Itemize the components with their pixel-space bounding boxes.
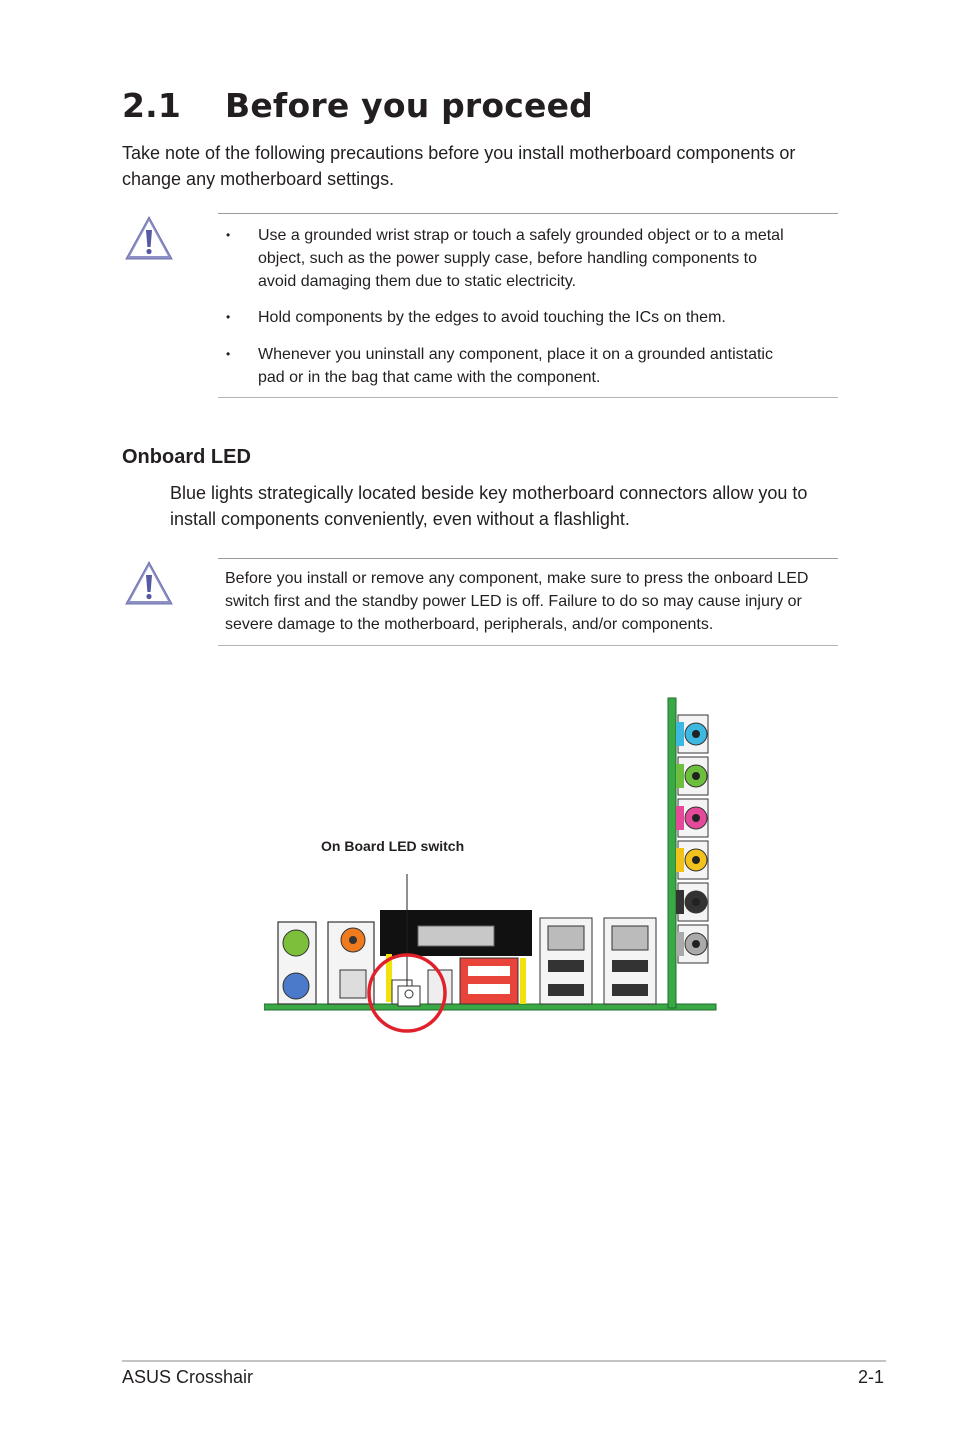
- audio-jack-tab: [676, 848, 684, 872]
- warning-box: [218, 213, 838, 398]
- intro-paragraph: Take note of the following precautions before you install motherboard components or change any motherboard settings.: [122, 143, 796, 189]
- audio-jack-tab: [676, 764, 684, 788]
- audio-jack-hole: [692, 940, 700, 948]
- audio-jack-tab: [676, 722, 684, 746]
- audio-jack-hole: [692, 898, 700, 906]
- audio-jack-tab: [676, 806, 684, 830]
- warning-item: • Whenever you uninstall any component, place it on a grounded antistatic pad or in the bag that came with the component.: [258, 343, 798, 389]
- section-number: 2.1: [122, 86, 182, 125]
- footer-rule: [122, 1360, 886, 1362]
- warning-item: • Hold components by the edges to avoid touching the ICs on them.: [258, 306, 798, 329]
- audio-jack-tab: [676, 890, 684, 914]
- optical-spdif-port: [340, 970, 366, 998]
- section-title: Before you proceed: [225, 86, 593, 125]
- warning-text: Before you install or remove any component, make sure to press the onboard LED switch first and the standby power LED is off. Failure to do so may cause injury or severe damage to the motherboard, peripherals, and/or components.: [225, 570, 809, 633]
- footer-page-number: 2-1: [857, 1367, 884, 1387]
- caution-icon: [122, 214, 176, 264]
- audio-jack-hole: [692, 730, 700, 738]
- audio-jack-tab: [676, 932, 684, 956]
- footer-product-name: ASUS Crosshair: [122, 1367, 254, 1387]
- led-switch-icon: [398, 986, 420, 1006]
- ps2-mouse-port: [283, 930, 309, 956]
- warning-box: [218, 558, 838, 646]
- rear-panel-diagram: [264, 690, 720, 1040]
- audio-jack-hole: [692, 814, 700, 822]
- warning-item: • Use a grounded wrist strap or touch a safely grounded object or to a metal object, such as the power supply case, before handling components to avoid damaging them due to static electricity.: [258, 224, 798, 293]
- led-description: Blue lights strategically located beside key motherboard connectors allow you to install components conveniently, even without a flashlight.: [170, 483, 808, 529]
- caution-icon: [122, 559, 176, 609]
- audio-jacks: [676, 715, 708, 963]
- led-switch-label: On Board LED switch: [321, 838, 465, 854]
- esata-ports: [460, 958, 518, 1004]
- subsection-title: Onboard LED: [122, 446, 251, 468]
- board-edge: [264, 1004, 716, 1010]
- board-edge: [668, 698, 676, 1008]
- ps2-keyboard-port: [283, 973, 309, 999]
- page-title: [122, 86, 593, 125]
- audio-jack-hole: [692, 856, 700, 864]
- audio-jack-hole: [692, 772, 700, 780]
